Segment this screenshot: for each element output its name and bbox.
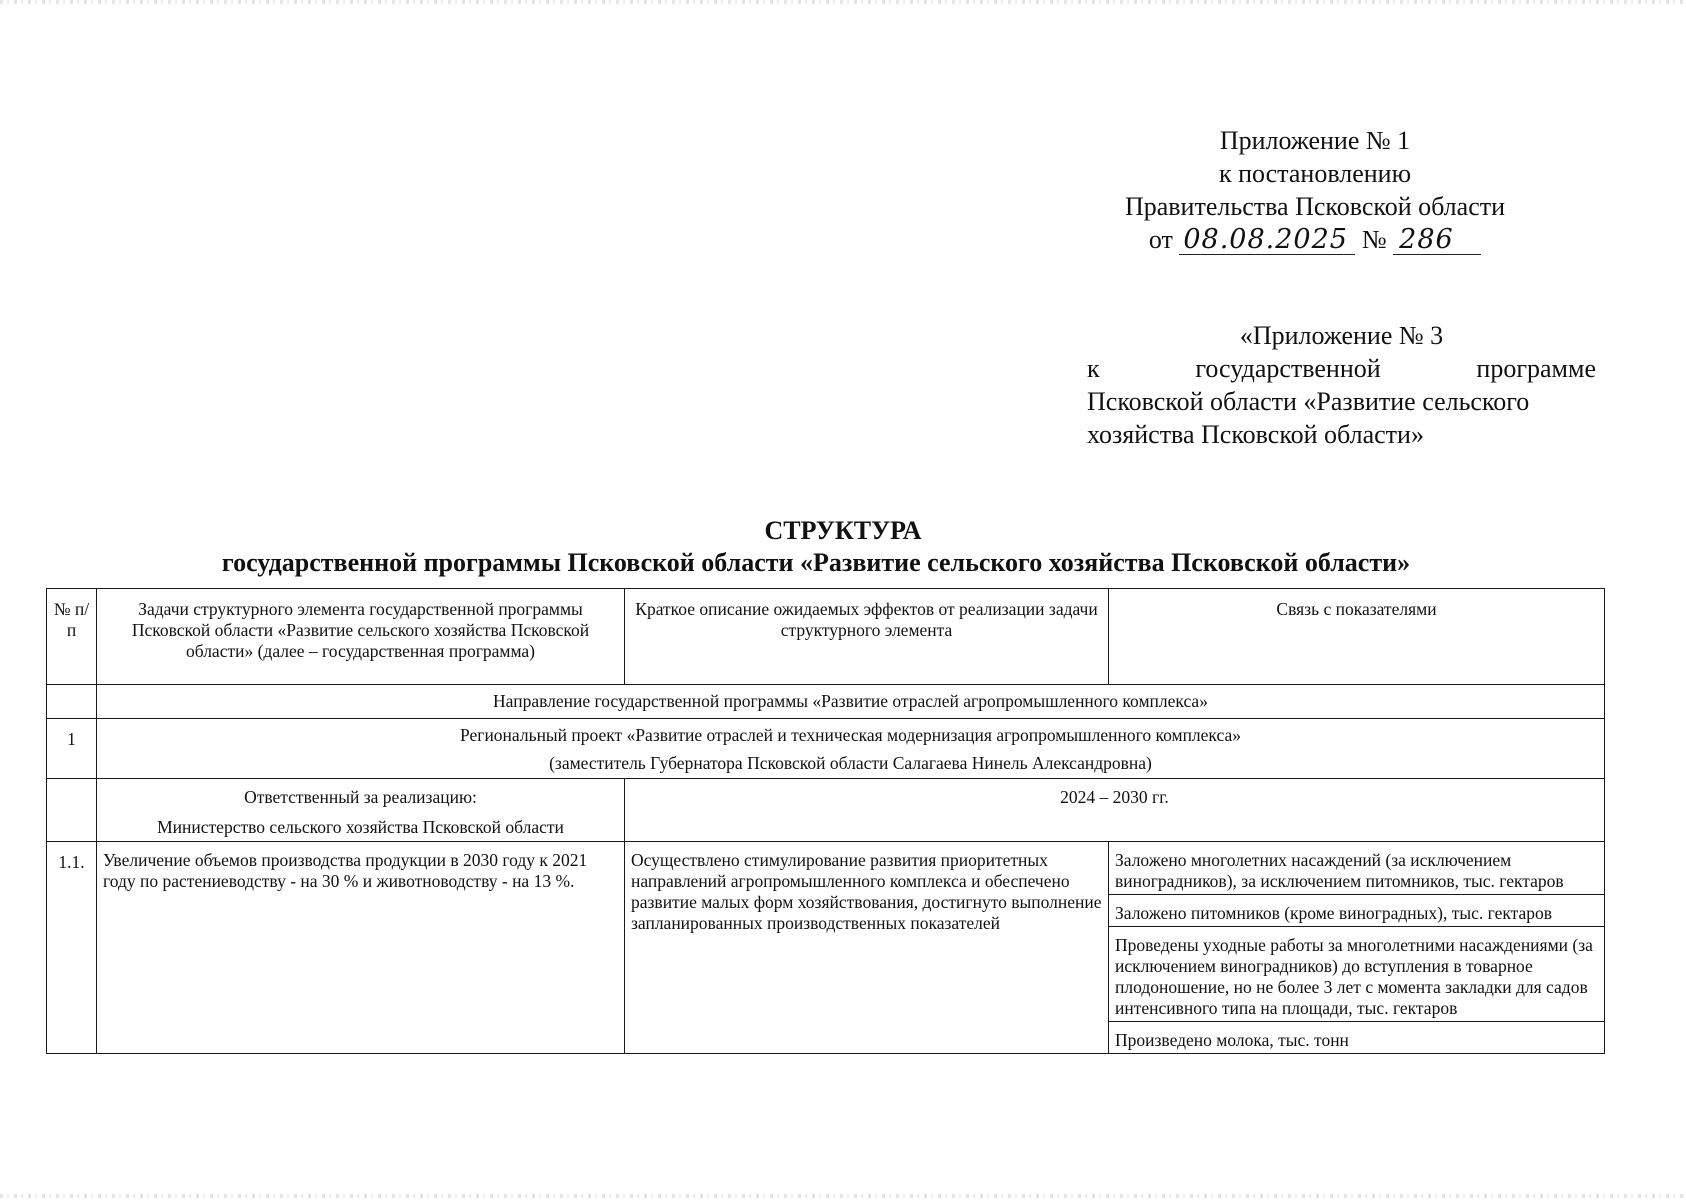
appendix-3-line2 xyxy=(1087,352,1596,385)
implementation-period: 2024 – 2030 гг. xyxy=(625,779,1605,842)
indicator-item: Проведены уходные работы за многолетними насаждениями (за исключением виноградников) до вступления в товарное плодоношение, но не более 3 лет с момента закладки для садов интенсивного типа на площади, тыс. гектаров xyxy=(1109,927,1604,1022)
appendix-1-line2: к постановлению xyxy=(1218,159,1412,188)
appendix-3-line4: хозяйства Псковской области» xyxy=(1087,420,1424,449)
appendix-3-word: к xyxy=(1087,354,1100,383)
table-header-row xyxy=(47,589,1605,685)
indicators-cell xyxy=(1109,842,1605,1054)
direction-row xyxy=(47,685,1605,719)
responsible-cell xyxy=(97,779,625,842)
handwritten-number: 286 xyxy=(1393,226,1481,255)
appendix-3-line3: Псковской области «Развитие сельского xyxy=(1087,387,1530,416)
project-cell xyxy=(97,719,1605,779)
responsible-row xyxy=(47,779,1605,842)
number-sign: № xyxy=(1361,225,1387,254)
document-title: СТРУКТУРА xyxy=(764,516,922,545)
task-text: Увеличение объемов производства продукции в 2030 году к 2021 году по растениеводству - на 30 % и животноводству - на 13 %. xyxy=(97,842,625,1054)
task-num: 1.1. xyxy=(47,842,97,1054)
header-effects: Краткое описание ожидаемых эффектов от реализации задачи структурного элемента xyxy=(625,589,1109,685)
appendix-1-line3: Правительства Псковской области xyxy=(1124,192,1506,221)
appendix-3-word: программе xyxy=(1476,354,1596,383)
indicator-item: Произведено молока, тыс. тонн xyxy=(1115,1030,1349,1050)
date-prefix: от xyxy=(1148,225,1173,254)
responsible-label: Ответственный за реализацию: xyxy=(244,787,477,807)
responsible-name: Министерство сельского хозяйства Псковской области xyxy=(157,817,564,837)
project-row xyxy=(47,719,1605,779)
header-indicators: Связь с показателями xyxy=(1109,589,1605,685)
scan-edge-bottom xyxy=(0,1194,1686,1198)
indicator-item: Заложено питомников (кроме виноградных), тыс. гектаров xyxy=(1109,895,1604,927)
responsible-num-cell xyxy=(47,779,97,842)
task-row xyxy=(47,842,1605,1054)
structure-table xyxy=(46,588,1605,1054)
appendix-1-title: Приложение № 1 xyxy=(1219,126,1411,155)
appendix-1-block xyxy=(1100,124,1530,256)
header-tasks: Задачи структурного элемента государственной программы Псковской области «Развитие сельского хозяйства Псковской области» (далее – государственная программа) xyxy=(97,589,625,685)
handwritten-date: 08.08.2025 xyxy=(1179,226,1355,255)
indicator-item: Заложено многолетних насаждений (за исключением виноградников), за исключением питомников, тыс. гектаров xyxy=(1109,842,1604,895)
document-subtitle: государственной программы Псковской области «Развитие сельского хозяйства Псковской области» xyxy=(221,548,1411,577)
appendix-3-word: государственной xyxy=(1195,354,1381,383)
header-num: № п/п xyxy=(47,589,97,685)
scan-edge-top xyxy=(0,0,1686,4)
appendix-3-title: «Приложение № 3 xyxy=(1239,321,1444,350)
task-effect: Осуществлено стимулирование развития приоритетных направлений агропромышленного комплекса и обеспечено развитие малых форм хозяйствования, достигнуто выполнение запланированных производственных показателей xyxy=(625,842,1109,1054)
direction-title: Направление государственной программы «Развитие отраслей агропромышленного комплекса» xyxy=(97,685,1605,719)
project-curator: (заместитель Губернатора Псковской области Салагаева Нинель Александровна) xyxy=(549,753,1152,773)
project-num: 1 xyxy=(47,719,97,779)
appendix-1-date-line xyxy=(1100,223,1530,256)
appendix-3-block xyxy=(1087,319,1596,451)
direction-num-cell xyxy=(47,685,97,719)
project-title: Региональный проект «Развитие отраслей и техническая модернизация агропромышленного комплекса» xyxy=(460,725,1241,745)
